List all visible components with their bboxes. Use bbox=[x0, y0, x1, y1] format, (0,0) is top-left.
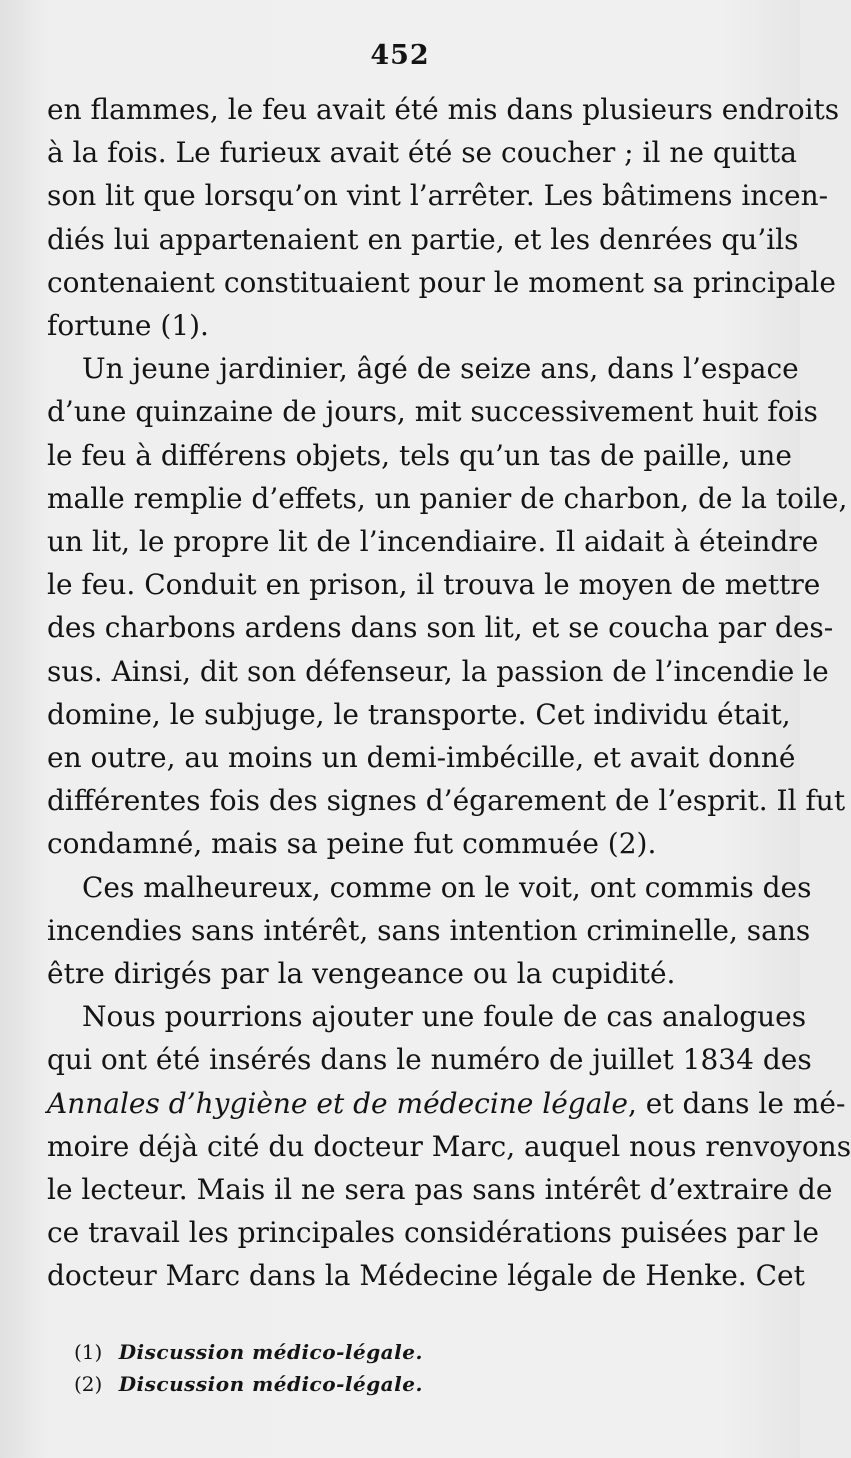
text-line: le feu à différens objets, tels qu’un tas de paille, une bbox=[47, 438, 792, 472]
journal-title: Annales d’hygiène et de médecine légale bbox=[47, 1086, 628, 1120]
text-line: en outre, au moins un demi-imbécille, et avait donné bbox=[47, 741, 796, 775]
text-line: docteur Marc dans la Médecine légale de Henke. Cet bbox=[47, 1259, 805, 1293]
text-line: en flammes, le feu avait été mis dans plusieurs endroits bbox=[47, 93, 840, 126]
text-line: un lit, le propre lit de l’incendiaire. Il aidait à éteindre bbox=[47, 525, 819, 559]
text-line: d’une quinzaine de jours, mit successivement huit fois bbox=[47, 395, 818, 429]
text-line: être dirigés par la vengeance ou la cupidité. bbox=[47, 957, 676, 991]
page-number: 452 bbox=[370, 40, 430, 71]
footnote-ref: (2) bbox=[74, 1372, 103, 1396]
text-line: domine, le subjuge, le transporte. Cet individu était, bbox=[47, 697, 791, 731]
text-line: Ces malheureux, comme on le voit, ont commis des bbox=[82, 870, 812, 904]
text-line-with-journal-title: Annales d’hygiène et de médecine légale, et dans le mé- bbox=[47, 1086, 846, 1120]
text-line: différentes fois des signes d’égarement de l’esprit. Il fut bbox=[47, 784, 846, 818]
text-line: à la fois. Le furieux avait été se coucher ; il ne quitta bbox=[47, 136, 797, 170]
footnote bbox=[74, 1368, 674, 1400]
footnote-text: Discussion médico-légale. bbox=[118, 1372, 423, 1396]
text-line: condamné, mais sa peine fut commuée (2). bbox=[47, 827, 657, 861]
text-line: malle remplie d’effets, un panier de charbon, de la toile, bbox=[47, 481, 848, 515]
text-line: Un jeune jardinier, âgé de seize ans, dans l’espace bbox=[82, 352, 799, 386]
text-line: ce travail les principales considérations puisées par le bbox=[47, 1216, 819, 1250]
text-line: moire déjà cité du docteur Marc, auquel nous renvoyons bbox=[47, 1129, 851, 1163]
paragraph bbox=[47, 995, 851, 1297]
footnotes bbox=[74, 1336, 674, 1400]
paragraph bbox=[47, 347, 848, 865]
text-line: qui ont été insérés dans le numéro de juillet 1834 des bbox=[47, 1043, 812, 1077]
footnote-text: Discussion médico-légale. bbox=[118, 1340, 423, 1364]
text-line: fortune (1). bbox=[47, 309, 209, 343]
body-text bbox=[47, 88, 851, 1298]
text-line: diés lui appartenaient en partie, et les denrées qu’ils bbox=[47, 222, 799, 256]
footnote bbox=[74, 1336, 674, 1368]
paragraph bbox=[47, 866, 812, 996]
text-line: sus. Ainsi, dit son défenseur, la passion de l’incendie le bbox=[47, 654, 829, 688]
text-line: incendies sans intérêt, sans intention criminelle, sans bbox=[47, 913, 811, 947]
text-line: Nous pourrions ajouter une foule de cas analogues bbox=[82, 1000, 807, 1034]
footnote-ref: (1) bbox=[74, 1340, 103, 1364]
text-line: son lit que lorsqu’on vint l’arrêter. Les bâtimens incen- bbox=[47, 179, 829, 213]
text-line: le lecteur. Mais il ne sera pas sans intérêt d’extraire de bbox=[47, 1173, 833, 1207]
text-line: contenaient constituaient pour le moment sa principale bbox=[47, 265, 836, 299]
text-line: des charbons ardens dans son lit, et se coucha par des- bbox=[47, 611, 834, 645]
paragraph bbox=[47, 88, 840, 347]
text-line: le feu. Conduit en prison, il trouva le moyen de mettre bbox=[47, 568, 821, 602]
